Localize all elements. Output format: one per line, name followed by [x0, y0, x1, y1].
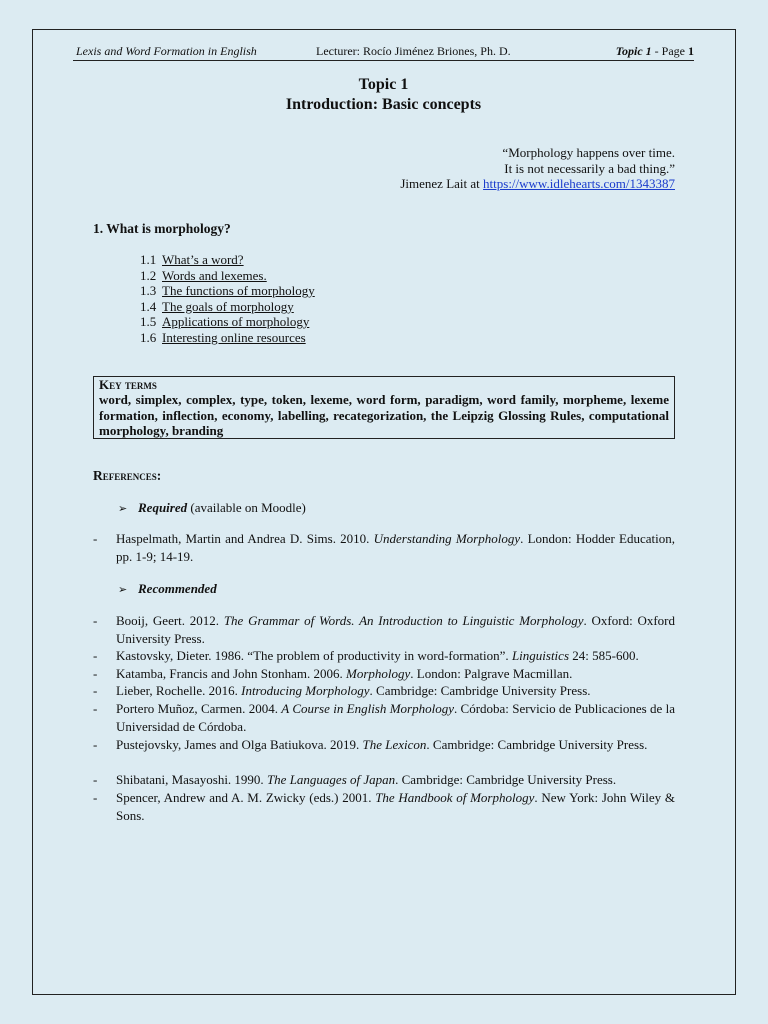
reference-text [116, 612, 675, 647]
reference-publisher: . Oxford: Oxford University Press. [116, 613, 675, 646]
dash-bullet: - [93, 531, 98, 546]
outline-item-link[interactable]: Interesting online resources [162, 329, 306, 345]
key-terms-title: Key terms [99, 377, 157, 392]
topic-label: Topic 1 [615, 44, 652, 58]
arrow-bullet-icon: ➢ [118, 584, 128, 596]
page-number: 1 [688, 44, 694, 58]
outline-item [140, 252, 315, 268]
reference-text [116, 682, 675, 700]
outline-item [140, 299, 315, 315]
reference-text [116, 736, 675, 754]
outline-item [140, 330, 315, 346]
dash-bullet: - [93, 701, 98, 716]
reference-entry [93, 736, 675, 754]
reference-authors: Spencer, Andrew and A. M. Zwicky (eds.) 2001. [116, 790, 376, 805]
quote-source-link[interactable]: https://www.idlehearts.com/1343387 [483, 176, 675, 191]
reference-entry [93, 700, 675, 735]
reference-entry [93, 612, 675, 647]
section-heading: 1. What is morphology? [93, 221, 231, 236]
dash-bullet: - [93, 666, 98, 681]
reference-text [116, 530, 675, 565]
reference-entry [93, 682, 675, 700]
reference-authors: Booij, Geert. 2012. [116, 613, 224, 628]
page-separator: - Page [651, 44, 688, 58]
reference-publisher: . Cambridge: Cambridge University Press. [395, 772, 617, 787]
outline-item-number: 1.5 [140, 314, 157, 330]
reference-authors: Pustejovsky, James and Olga Batiukova. 2019. [116, 737, 363, 752]
reference-authors: Lieber, Rochelle. 2016. [116, 683, 242, 698]
outline-item-number: 1.3 [140, 283, 157, 299]
dash-bullet: - [93, 613, 98, 628]
reference-text [116, 647, 675, 665]
dash-bullet: - [93, 648, 98, 663]
outline-item-number: 1.4 [140, 298, 157, 314]
topic-subtitle: Introduction: Basic concepts [285, 96, 482, 113]
course-name: Lexis and Word Formation in English [76, 44, 257, 58]
outline-item-link[interactable]: What’s a word? [162, 252, 244, 267]
key-terms-box [93, 376, 675, 439]
quote-author: Jimenez Lait at [400, 176, 484, 191]
reference-entry [93, 665, 675, 683]
dash-bullet: - [93, 737, 98, 752]
quote-line-2: It is not necessarily a bad thing.” [504, 161, 675, 176]
quote-line-1: “Morphology happens over time. [502, 145, 675, 160]
reference-authors: Shibatani, Masayoshi. 1990. [116, 772, 267, 787]
reference-title: Morphology [346, 666, 411, 681]
topic-title: Topic 1 [358, 76, 409, 93]
reference-title: A Course in English Morphology [281, 701, 454, 716]
reference-title: Linguistics [511, 648, 570, 663]
reference-title: Introducing Morphology [241, 683, 370, 698]
reference-text [116, 771, 675, 789]
dash-bullet: - [93, 683, 98, 698]
dash-bullet: - [93, 790, 98, 805]
reference-publisher: . Cambridge: Cambridge University Press. [369, 683, 591, 698]
outline-item [140, 314, 315, 330]
required-bullet [118, 500, 306, 516]
page-header [73, 43, 694, 61]
outline-item-number: 1.2 [140, 267, 157, 283]
reference-publisher: . Cambridge: Cambridge University Press. [426, 737, 648, 752]
outline-item-link[interactable]: Applications of morphology [162, 314, 310, 330]
reference-text [116, 665, 675, 683]
reference-text [116, 700, 675, 735]
outline-item-link[interactable]: Words and lexemes. [162, 267, 267, 283]
reference-title: The Languages of Japan [266, 772, 396, 787]
recommended-bullet [118, 581, 217, 597]
required-label: Required [138, 500, 188, 515]
outline-item [140, 283, 315, 299]
reference-title: The Lexicon [362, 737, 427, 752]
reference-entry [93, 647, 675, 665]
outline-item-link[interactable]: The functions of morphology [162, 283, 315, 299]
key-terms-list: word, simplex, complex, type, token, lexeme, word form, paradigm, word family, morpheme, lexeme formation, inflection, economy, labelling, recategorization, the Leipzig Glossing Rules, computational morphology, branding [99, 392, 669, 438]
outline-item-number: 1.1 [140, 252, 157, 267]
reference-authors: Kastovsky, Dieter. 1986. “The problem of productivity in word-formation”. [116, 648, 512, 663]
outline-item-link[interactable]: The goals of morphology [162, 298, 294, 314]
reference-publisher: 24: 585-600. [569, 648, 639, 663]
required-note: (available on Moodle) [187, 500, 306, 515]
arrow-bullet-icon: ➢ [118, 503, 128, 515]
reference-authors: Haspelmath, Martin and Andrea D. Sims. 2010. [116, 531, 374, 546]
reference-title: Understanding Morphology [373, 531, 521, 546]
reference-publisher: . London: Palgrave Macmillan. [410, 666, 573, 681]
reference-title: The Handbook of Morphology [375, 790, 535, 805]
lecturer-name: Lecturer: Rocío Jiménez Briones, Ph. D. [316, 44, 511, 58]
reference-publisher: . Córdoba: Servicio de Publicaciones de la Universidad de Córdoba. [116, 701, 675, 734]
quote-attribution [400, 176, 675, 192]
reference-publisher: . New York: John Wiley & Sons. [116, 790, 675, 823]
reference-entry [93, 789, 675, 824]
recommended-label: Recommended [138, 581, 217, 596]
page-indicator [616, 44, 694, 59]
reference-entry [93, 530, 675, 565]
reference-authors: Katamba, Francis and John Stonham. 2006. [116, 666, 346, 681]
reference-authors: Portero Muñoz, Carmen. 2004. [116, 701, 282, 716]
dash-bullet: - [93, 772, 98, 787]
outline-item-number: 1.6 [140, 329, 157, 345]
reference-title: The Grammar of Words. An Introduction to Linguistic Morphology [223, 613, 584, 628]
outline-item [140, 268, 315, 284]
reference-entry [93, 771, 675, 789]
reference-text [116, 789, 675, 824]
references-heading: References: [93, 468, 162, 483]
reference-publisher: . London: Hodder Education, pp. 1-9; 14-19. [116, 531, 675, 564]
section-outline [140, 252, 315, 346]
